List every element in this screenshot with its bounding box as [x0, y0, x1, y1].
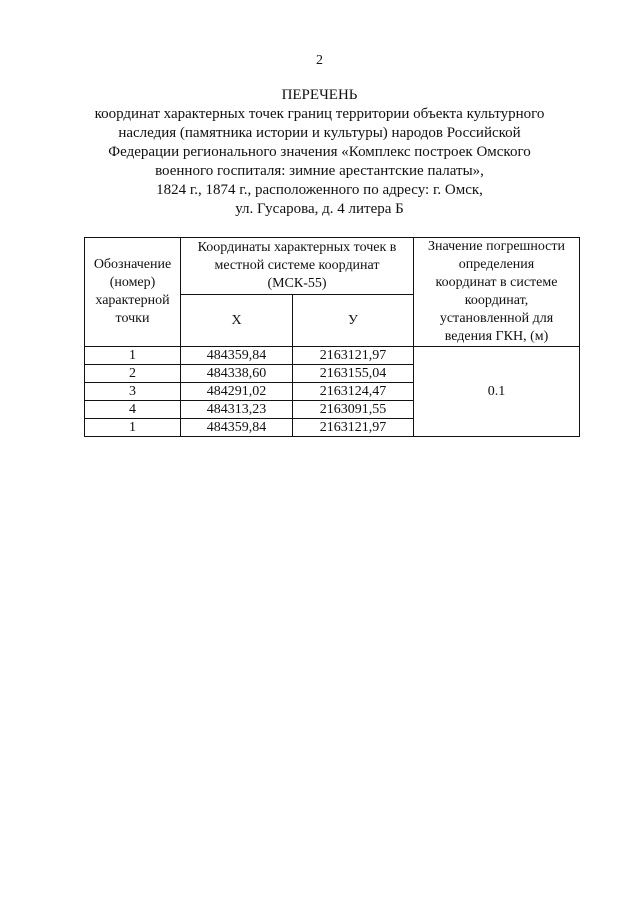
- header-point-designation: [85, 238, 181, 347]
- document-heading: [60, 86, 579, 219]
- header-coordinates: [181, 238, 414, 295]
- header-line: (номер): [109, 275, 156, 290]
- header-line: характерной: [95, 293, 170, 308]
- heading-line: военного госпиталя: зимние арестантские палаты»,: [155, 163, 484, 179]
- page-number: 2: [316, 53, 323, 68]
- header-line: точки: [115, 311, 150, 326]
- header-line: координат,: [464, 293, 529, 308]
- header-line: координат в системе: [435, 275, 558, 290]
- heading-line: Федерации регионального значения «Комплекс построек Омского: [108, 144, 531, 160]
- cell-x: 484338,60: [181, 365, 293, 383]
- coordinates-table: [84, 237, 580, 437]
- cell-point: 2: [85, 365, 181, 383]
- cell-point: 1: [85, 419, 181, 437]
- header-line: Координаты характерных точек в: [197, 240, 397, 256]
- header-line: (МСК-55): [267, 276, 327, 292]
- cell-x: 484313,23: [181, 401, 293, 419]
- header-line: Обозначение: [93, 257, 172, 272]
- cell-x: 484359,84: [181, 419, 293, 437]
- table-row: [85, 347, 580, 365]
- cell-y: 2163121,97: [293, 347, 414, 365]
- heading-line: 1824 г., 1874 г., расположенного по адресу: г. Омск,: [156, 182, 483, 198]
- cell-point: 4: [85, 401, 181, 419]
- header-accuracy: [414, 238, 580, 347]
- cell-y: 2163124,47: [293, 383, 414, 401]
- heading-line: наследия (памятника истории и культуры) народов Российской: [118, 125, 521, 141]
- header-line: местной системе координат: [214, 258, 380, 274]
- header-line: ведения ГКН, (м): [444, 329, 549, 344]
- header-line: установленной для: [439, 311, 554, 326]
- cell-x: 484291,02: [181, 383, 293, 401]
- heading-line: ул. Гусарова, д. 4 литера Б: [235, 201, 404, 217]
- cell-accuracy-value: 0.1: [414, 347, 580, 437]
- cell-y: 2163121,97: [293, 419, 414, 437]
- header-x: Х: [181, 295, 293, 347]
- header-y: У: [293, 295, 414, 347]
- header-line: Значение погрешности: [427, 239, 565, 254]
- cell-x: 484359,84: [181, 347, 293, 365]
- cell-y: 2163091,55: [293, 401, 414, 419]
- cell-point: 1: [85, 347, 181, 365]
- document-title: ПЕРЕЧЕНЬ: [281, 87, 358, 103]
- header-line: определения: [458, 257, 535, 272]
- cell-point: 3: [85, 383, 181, 401]
- cell-y: 2163155,04: [293, 365, 414, 383]
- heading-line: координат характерных точек границ территории объекта культурного: [94, 106, 545, 122]
